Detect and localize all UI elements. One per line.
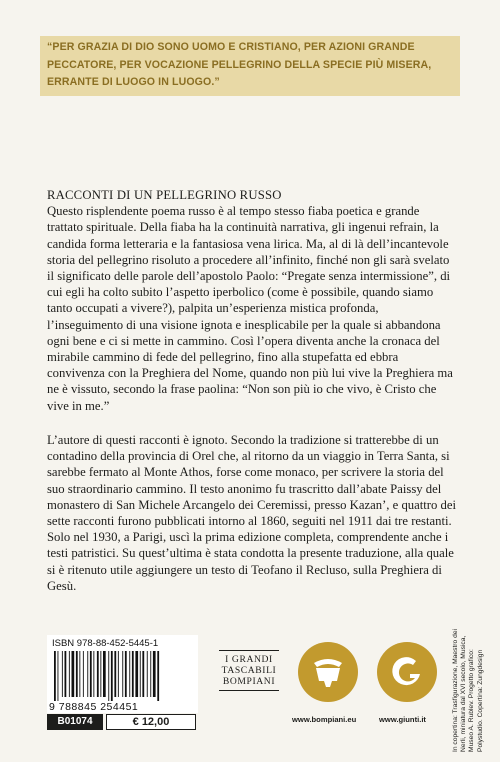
series-line-1: I GRANDI — [225, 654, 273, 665]
series-line-2: TASCABILI — [221, 665, 277, 676]
price-label: € 12,00 — [106, 714, 196, 730]
blurb-text: Questo risplendente poema russo è al tempo stesso fiaba poetica e grande trattato spirituale. Della fiaba ha la continuità narrativa, gli ingenui refrain, la candida forma letteraria e la fantasiosa vena lirica. Ma, al di là dell’incantevole storia del pellegrino risoluto a procedere all’infinito, finché non gli sarà svelato il significato delle parole dell’apostolo Paolo: “Pregate senza intermissione”, di cui egli ha colto subito l’aspetto iperbolico (come è possibile, quando siamo tanto occupati a vivere?), palpita un’esperienza mistica profonda, l’inseguimento di una visione ignota e inesplicabile per la quale si abbandona ogni bene e ci si mette in cammino. Così l’opera diventa anche la cronaca del mirabile cammino di fede del pellegrino, fino alla stupefatta ed ebbra convivenza con la Preghiera del Nome, quando non più lui vive la Preghiera ma ne è vissuto, secondo la frase paolina: “Non son più io che vivo, è Cristo che vive in me.” — [47, 204, 453, 413]
series-line-3: BOMPIANI — [222, 676, 276, 687]
back-cover-quote: “PER GRAZIA DI DIO SONO UOMO E CRISTIANO, PER AZIONI GRANDE PECCATORE, PER VOCAZIONE PELLEGRINO DELLA SPECIE PIÙ MISERA, ERRANTE DI LUOGO IN LUOGO.” — [47, 41, 432, 88]
book-title: RACCONTI DI UN PELLEGRINO RUSSO — [47, 188, 282, 202]
giunti-url: www.giunti.it — [379, 715, 426, 724]
cover-credits: In copertina: Trasfigurazione, Maestro dei Nerli, miniatura dal XVI secolo, Musica, Museo A. Rublev. Progetto grafico: Polystudio. Copertina: Zungdesign — [452, 628, 484, 752]
series-rule-bottom — [219, 690, 279, 691]
series-rule-top — [219, 650, 279, 651]
giunti-logo-icon — [376, 641, 438, 703]
book-blurb — [47, 187, 457, 414]
product-code: B01074 — [47, 714, 103, 730]
isbn-label: ISBN 978-88-452-5445-1 — [52, 638, 159, 649]
bompiani-url: www.bompiani.eu — [292, 715, 357, 724]
series-logo — [214, 650, 284, 691]
bompiani-logo-icon — [297, 641, 359, 703]
barcode-icon — [54, 651, 194, 701]
author-note: L’autore di questi racconti è ignoto. Secondo la tradizione si tratterebbe di un contadino della provincia di Orel che, al ritorno da un viaggio in Terra Santa, si sarebbe fermato al Monte Athos, forse come monaco, per scrivere la storia del suo straordinario cammino. Il testo anonimo fu trascritto dall’abate Paissy del monastero di San Michele Arcangelo dei Ceremissi, presso Kazan’, e quattro dei sette racconti furono pubblicati intorno al 1860, seguiti nel 1911 dai tre restanti. Solo nel 1930, a Parigi, uscì la prima edizione completa, comprendente anche i testi patristici. Su quest’ultima è stata condotta la presente traduzione, alla quale si è ritenuto utile aggiungere un testo di Teofano il Recluso, sulla Preghiera di Gesù. — [47, 433, 457, 593]
ean-digits: 9 788845 254451 — [49, 701, 139, 713]
